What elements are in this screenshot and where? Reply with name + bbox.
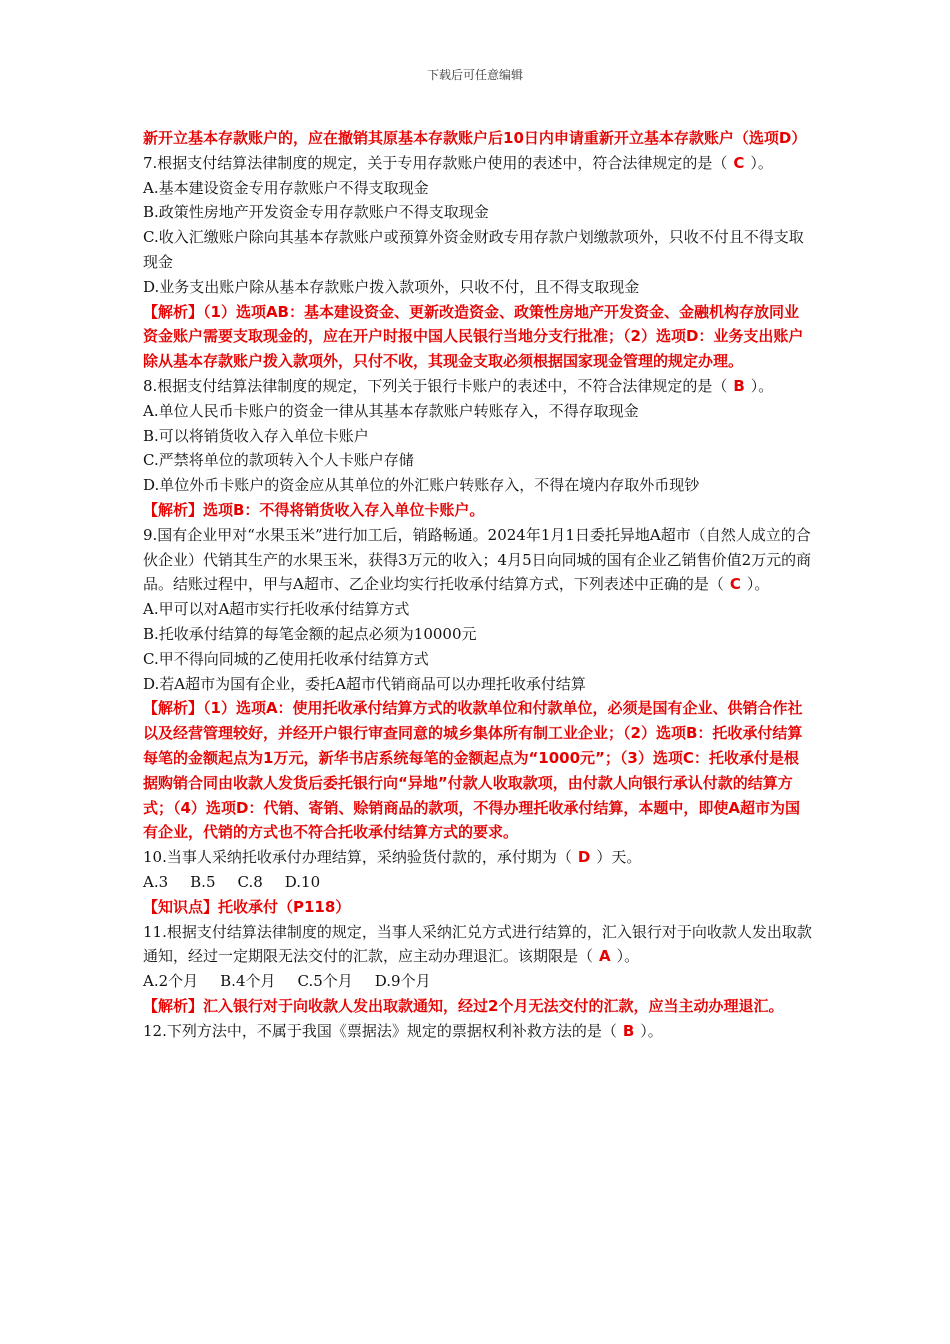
answer-mark: B xyxy=(622,1021,635,1040)
analysis: 【解析】（1）选项A：使用托收承付结算方式的收款单位和付款单位，必须是国有企业、供销合作社以及经营管理较好，并经开户银行审查同意的城乡集体所有制工业企业；（2）选项B：托收承付结算每笔的金额起点为1万元，新华书店系统每笔的金额起点为“1000元”；（3）选项C：托收承付是根据购销合同由收款人发货后委托银行向“异地”付款人收取款项，由付款人向银行承认付款的结算方式；（4）选项D：代销、寄销、赊销商品的款项，不得办理托收承付结算，本题中，即使A超市为国有企业，代销的方式也不符合托收承付结算方式的要求。 xyxy=(143,699,803,842)
answer-mark: A xyxy=(599,947,611,966)
analysis: 【解析】（1）选项AB：基本建设资金、更新改造资金、政策性房地产开发资金、金融机构存放同业资金账户需要支取现金的，应在开户时报中国人民银行当地分支行批准；（2）选项D：业务支出账户除从基本存款账户拨入款项外，只付不收，其现金支取必须根据国家现金管理的规定办理。 xyxy=(143,302,804,371)
options-row xyxy=(143,969,813,994)
question-7: 7.根据支付结算法律制度的规定，关于专用存款账户使用的表述中，符合法律规定的是（ C ）。 xyxy=(143,151,813,176)
option-a: A.单位人民币卡账户的资金一律从其基本存款账户转账存入，不得存取现金 xyxy=(143,401,639,420)
option-c: C.8 xyxy=(237,872,263,891)
option-d: D.单位外币卡账户的资金应从其单位的外汇账户转账存入，不得在境内存取外币现钞 xyxy=(143,476,700,495)
option-d: D.若A超市为国有企业，委托A超市代销商品可以办理托收承付结算 xyxy=(143,674,586,693)
option-d: D.业务支出账户除从基本存款账户拨入款项外，只收不付，且不得支取现金 xyxy=(143,277,640,296)
option-d: D.9个月 xyxy=(374,972,431,991)
question-stem: 11.根据支付结算法律制度的规定，当事人采纳汇兑方式进行结算的，汇入银行对于向收款人发出取款通知，经过一定期限无法交付的汇款，应主动办理退汇。该期限是（ xyxy=(143,922,812,966)
option-b: B.政策性房地产开发资金专用存款账户不得支取现金 xyxy=(143,203,489,222)
question-stem: 7.根据支付结算法律制度的规定，关于专用存款账户使用的表述中，符合法律规定的是（ xyxy=(143,153,728,172)
option-a: A.3 xyxy=(143,872,169,891)
question-11: 11.根据支付结算法律制度的规定，当事人采纳汇兑方式进行结算的，汇入银行对于向收款人发出取款通知，经过一定期限无法交付的汇款，应主动办理退汇。该期限是（ A ）。 xyxy=(143,920,813,970)
option-b: B.5 xyxy=(190,872,216,891)
option-a: A.甲可以对A超市实行托收承付结算方式 xyxy=(143,600,410,619)
option-c: C.严禁将单位的款项转入个人卡账户存储 xyxy=(143,451,414,470)
answer-mark: D xyxy=(577,848,591,867)
option-b: B.托收承付结算的每笔金额的起点必须为10000元 xyxy=(143,624,477,643)
answer-mark: C xyxy=(733,153,745,172)
question-8: 8.根据支付结算法律制度的规定，下列关于银行卡账户的表述中，不符合法律规定的是（ B ）。 xyxy=(143,374,813,399)
option-a: A.2个月 xyxy=(143,972,199,991)
question-stem: 9.国有企业甲对“水果玉米”进行加工后，销路畅通。2024年1月1日委托异地A超市（自然人成立的合伙企业）代销其生产的水果玉米，获得3万元的收入；4月5日向同城的国有企业乙销售价值2万元的商品。结账过程中，甲与A超市、乙企业均实行托收承付结算方式，下列表述中正确的是（ xyxy=(143,525,812,594)
q6-analysis-tail: 新开立基本存款账户的，应在撤销其原基本存款账户后10日内申请重新开立基本存款账户（选项D） xyxy=(143,129,807,147)
question-stem: 12.下列方法中，不属于我国《票据法》规定的票据权利补救方法的是（ xyxy=(143,1021,617,1040)
option-c: C.甲不得向同城的乙使用托收承付结算方式 xyxy=(143,649,429,668)
answer-mark: B xyxy=(733,376,745,395)
options-row xyxy=(143,870,813,895)
option-d: D.10 xyxy=(284,872,321,891)
option-b: B.4个月 xyxy=(220,972,276,991)
question-stem: 8.根据支付结算法律制度的规定，下列关于银行卡账户的表述中，不符合法律规定的是（ xyxy=(143,376,728,395)
option-c: C.5个月 xyxy=(297,972,353,991)
option-c: C.收入汇缴账户除向其基本存款账户或预算外资金财政专用存款户划缴款项外，只收不付且不得支取现金 xyxy=(143,228,804,271)
analysis: 【解析】汇入银行对于向收款人发出取款通知，经过2个月无法交付的汇款，应当主动办理退汇。 xyxy=(143,996,784,1015)
page-header: 下载后可任意编辑 xyxy=(426,68,523,82)
question-9: 9.国有企业甲对“水果玉米”进行加工后，销路畅通。2024年1月1日委托异地A超市（自然人成立的合伙企业）代销其生产的水果玉米，获得3万元的收入；4月5日向同城的国有企业乙销售价值2万元的商品。结账过程中，甲与A超市、乙企业均实行托收承付结算方式，下列表述中正确的是（ C ）。 xyxy=(143,523,813,597)
option-b: B.可以将销货收入存入单位卡账户 xyxy=(143,426,369,445)
answer-mark: C xyxy=(729,575,741,594)
question-10: 10.当事人采纳托收承付办理结算，采纳验货付款的，承付期为（ D ）天。 xyxy=(143,845,813,870)
question-12: 12.下列方法中，不属于我国《票据法》规定的票据权利补救方法的是（ B ）。 xyxy=(143,1019,813,1044)
knowledge-point: 【知识点】托收承付（P118） xyxy=(143,897,351,916)
document-body xyxy=(143,126,813,1043)
analysis: 【解析】选项B：不得将销货收入存入单位卡账户。 xyxy=(143,500,485,519)
option-a: A.基本建设资金专用存款账户不得支取现金 xyxy=(143,178,429,197)
question-stem: 10.当事人采纳托收承付办理结算，采纳验货付款的，承付期为（ xyxy=(143,848,572,867)
